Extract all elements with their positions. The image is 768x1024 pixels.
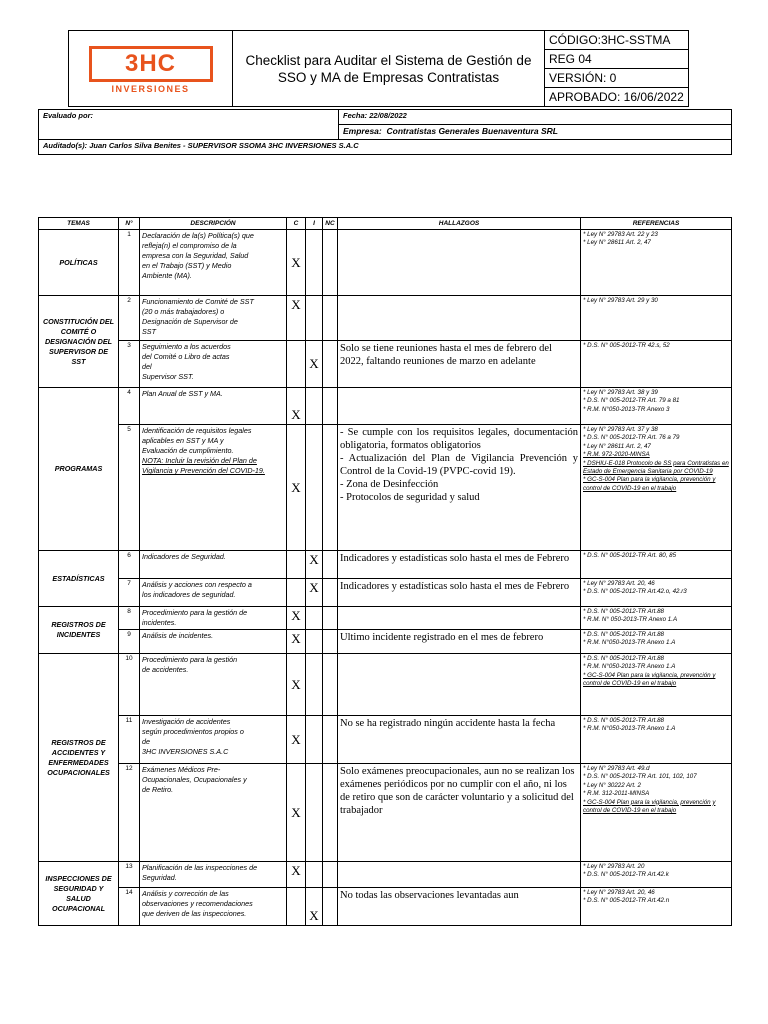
table-row (39, 630, 732, 654)
mark-nc (323, 764, 338, 862)
row-number: 5 (119, 425, 140, 551)
company-value: Contratistas Generales Buenaventura SRL (386, 126, 558, 136)
mark-nc (323, 630, 338, 654)
row-description: Identificación de requisitos legales aplicables en SST y MA y Evaluación de cumplimiento. NOTA: Incluir la revisión del Plan de Vigilancia y Prevención del COVID-19. (140, 425, 287, 551)
col-referencias: REFERENCIAS (581, 218, 732, 230)
mark-i: X (306, 551, 323, 579)
table-row (39, 296, 732, 341)
mark-c: X (287, 230, 306, 296)
company (339, 125, 732, 140)
row-number: 14 (119, 888, 140, 926)
col-hallazgos: HALLAZGOS (338, 218, 581, 230)
row-description: Investigación de accidentes según procedimientos propios o de 3HC INVERSIONES S.A.C (140, 716, 287, 764)
tema-comite: CONSTITUCIÓN DEL COMITÉ O DESIGNACIÓN DEL SUPERVISOR DE SST (39, 296, 119, 388)
row-findings (338, 862, 581, 888)
approved-cell: APROBADO: 16/06/2022 (545, 88, 689, 107)
row-references: * Ley N° 29783 Art. 37 y 38 * D.S. N° 005-2012-TR Art. 76 a 79 * Ley N° 28611 Art. 2, 47 * R.M. 972-2020-MINSA * DSHIU-E-018 Protocolo de SS para Contratistas en Estado de Emergencia Sanitaria por COVID-19 * GC-S-004 Plan para la vigilancia, prevención y control de COVID-19 en el trabajo (581, 425, 732, 551)
row-findings: No se ha registrado ningún accidente hasta la fecha (338, 716, 581, 764)
row-references: * Ley N° 29783 Art. 29 y 30 (581, 296, 732, 341)
col-temas: TEMAS (39, 218, 119, 230)
audited-persons: Auditado(s): Juan Carlos Silva Benites - SUPERVISOR SSOMA 3HC INVERSIONES S.A.C (39, 140, 732, 155)
table-row (39, 230, 732, 296)
document-header (68, 30, 689, 107)
mark-i (306, 716, 323, 764)
row-description: Análisis y acciones con respecto a los indicadores de seguridad. (140, 579, 287, 607)
col-descripcion: DESCRIPCIÓN (140, 218, 287, 230)
row-number: 11 (119, 716, 140, 764)
row-references: * D.S. N° 005-2012-TR Art.88 * R.M. N°050-2013-TR Anexo 1.A (581, 716, 732, 764)
table-row (39, 579, 732, 607)
row-findings: - Se cumple con los requisitos legales, documentación obligatoria, formatos obligatorios - Actualización del Plan de Vigilancia Prevención y Control de la Covid-19 (PVPC-covid 19). - Zona de Desinfección - Protocolos de seguridad y salud (338, 425, 581, 551)
row-findings (338, 230, 581, 296)
row-description: Plan Anual de SST y MA. (140, 388, 287, 425)
mark-nc (323, 425, 338, 551)
row-number: 6 (119, 551, 140, 579)
row-number: 2 (119, 296, 140, 341)
mark-i (306, 230, 323, 296)
mark-c: X (287, 388, 306, 425)
row-description: Análisis de incidentes. (140, 630, 287, 654)
mark-nc (323, 551, 338, 579)
logo-subtitle: INVERSIONES (111, 83, 190, 94)
tema-accidentes: REGISTROS DE ACCIDENTES Y ENFERMEDADES OCUPACIONALES (39, 654, 119, 862)
mark-c: X (287, 607, 306, 630)
row-findings: Ultimo incidente registrado en el mes de febrero (338, 630, 581, 654)
mark-c: X (287, 862, 306, 888)
row-findings: Solo se tiene reuniones hasta el mes de febrero del 2022, faltando reuniones de marzo en adelante (338, 341, 581, 388)
mark-nc (323, 607, 338, 630)
tema-inspecciones: INSPECCIONES DE SEGURIDAD Y SALUD OCUPACIONAL (39, 862, 119, 926)
checklist-table (38, 217, 732, 926)
audit-date: Fecha: 22/08/2022 (339, 110, 732, 125)
col-i: I (306, 218, 323, 230)
table-row (39, 764, 732, 862)
row-description: Indicadores de Seguridad. (140, 551, 287, 579)
table-row (39, 716, 732, 764)
mark-c: X (287, 764, 306, 862)
mark-i (306, 764, 323, 862)
row-description: Procedimiento para la gestión de accidentes. (140, 654, 287, 716)
row-references: * Ley N° 29783 Art. 22 y 23 * Ley N° 28611 Art. 2, 47 (581, 230, 732, 296)
row-references: * D.S. N° 005-2012-TR 42.s, 52 (581, 341, 732, 388)
row-references: * D.S. N° 005-2012-TR Art.88 * R.M. N°050-2013-TR Anexo 1.A * GC-S-004 Plan para la vigilancia, prevención y control de COVID-19 en el trabajo (581, 654, 732, 716)
document-title: Checklist para Auditar el Sistema de Gestión de SSO y MA de Empresas Contratistas (233, 31, 545, 107)
row-number: 10 (119, 654, 140, 716)
row-references: * D.S. N° 005-2012-TR Art. 80, 85 (581, 551, 732, 579)
code-cell: CÓDIGO:3HC-SSTMA (545, 31, 689, 50)
mark-c (287, 551, 306, 579)
mark-i: X (306, 579, 323, 607)
mark-nc (323, 579, 338, 607)
mark-i (306, 630, 323, 654)
table-row (39, 551, 732, 579)
tema-programas: PROGRAMAS (39, 388, 119, 551)
row-description: Declaración de la(s) Política(s) que refleja(n) el compromiso de la empresa con la Seguridad, Salud en el Trabajo (SST) y Medio Ambiente (MA). (140, 230, 287, 296)
row-number: 13 (119, 862, 140, 888)
tema-incidentes: REGISTROS DE INCIDENTES (39, 607, 119, 654)
row-number: 7 (119, 579, 140, 607)
row-references: * D.S. N° 005-2012-TR Art.88 * R.M. N° 050-2013-TR Anexo 1.A (581, 607, 732, 630)
row-findings (338, 388, 581, 425)
row-findings: Indicadores y estadísticas solo hasta el mes de Febrero (338, 551, 581, 579)
row-number: 8 (119, 607, 140, 630)
table-row (39, 341, 732, 388)
mark-c: X (287, 654, 306, 716)
mark-nc (323, 296, 338, 341)
mark-nc (323, 716, 338, 764)
mark-i (306, 607, 323, 630)
row-references: * Ley N° 29783 Art. 49.d * D.S. N° 005-2012-TR Art. 101, 102, 107 * Ley N° 30222 Art. 2 * R.M. 312-2011-MINSA * GC-S-004 Plan para la vigilancia, prevención y control de COVID-19 en el trabajo (581, 764, 732, 862)
mark-nc (323, 654, 338, 716)
row-findings (338, 654, 581, 716)
row-number: 3 (119, 341, 140, 388)
row-findings (338, 607, 581, 630)
table-row (39, 862, 732, 888)
table-header-row (39, 218, 732, 230)
row-findings: No todas las observaciones levantadas aun (338, 888, 581, 926)
row-findings: Solo exámenes preocupacionales, aun no se realizan los exámenes periódicos por no cumplir con el año, ni los de retiro que son de carácter voluntario y a solicitud del trabajador (338, 764, 581, 862)
row-number: 12 (119, 764, 140, 862)
mark-nc (323, 888, 338, 926)
col-n: N° (119, 218, 140, 230)
mark-i (306, 425, 323, 551)
mark-i: X (306, 341, 323, 388)
row-description: Exámenes Médicos Pre- Ocupacionales, Ocupacionales y de Retiro. (140, 764, 287, 862)
row-description: Procedimiento para la gestión de incidentes. (140, 607, 287, 630)
row-references: * Ley N° 29783 Art. 38 y 39 * D.S. N° 005-2012-TR Art. 79 a 81 * R.M. N°050-2013-TR Anexo 3 (581, 388, 732, 425)
table-row (39, 388, 732, 425)
mark-i (306, 862, 323, 888)
version-cell: VERSIÓN: 0 (545, 69, 689, 88)
mark-c: X (287, 296, 306, 341)
table-row (39, 888, 732, 926)
table-row (39, 607, 732, 630)
row-number: 4 (119, 388, 140, 425)
mark-i (306, 654, 323, 716)
row-findings: Indicadores y estadísticas solo hasta el mes de Febrero (338, 579, 581, 607)
audit-info (38, 109, 732, 155)
mark-nc (323, 341, 338, 388)
mark-i (306, 296, 323, 341)
row-number: 9 (119, 630, 140, 654)
mark-c (287, 579, 306, 607)
mark-c: X (287, 716, 306, 764)
row-description: Seguimiento a los acuerdos del Comité o Libro de actas del Supervisor SST. (140, 341, 287, 388)
col-nc: NC (323, 218, 338, 230)
mark-nc (323, 862, 338, 888)
table-row (39, 425, 732, 551)
row-description: Análisis y corrección de las observaciones y recomendaciones que deriven de las inspecciones. (140, 888, 287, 926)
row-description: Planificación de las inspecciones de Seguridad. (140, 862, 287, 888)
row-number: 1 (119, 230, 140, 296)
mark-c: X (287, 425, 306, 551)
reg-cell: REG 04 (545, 50, 689, 69)
logo-mark: 3HC (89, 46, 213, 82)
col-c: C (287, 218, 306, 230)
row-references: * Ley N° 29783 Art. 20, 46 * D.S. N° 005-2012-TR Art.42.n (581, 888, 732, 926)
logo (69, 31, 233, 107)
description-note: NOTA: Incluir la revisión del Plan de Vigilancia y Prevención del COVID-19. (142, 456, 265, 475)
row-references: * Ley N° 29783 Art. 20, 46 * D.S. N° 005-2012-TR Art.42.o, 42.r3 (581, 579, 732, 607)
table-row (39, 654, 732, 716)
evaluated-by: Evaluado por: (39, 110, 339, 140)
mark-i: X (306, 888, 323, 926)
row-description: Funcionamiento de Comité de SST (20 o más trabajadores) o Designación de Supervisor de SST (140, 296, 287, 341)
row-findings (338, 296, 581, 341)
tema-politicas: POLÍTICAS (39, 230, 119, 296)
row-references: * Ley N° 29783 Art. 20 * D.S. N° 005-2012-TR Art.42.k (581, 862, 732, 888)
mark-c (287, 341, 306, 388)
row-references: * D.S. N° 005-2012-TR Art.88 * R.M. N°050-2013-TR Anexo 1.A (581, 630, 732, 654)
mark-c: X (287, 630, 306, 654)
mark-c (287, 888, 306, 926)
company-label: Empresa: (343, 126, 382, 136)
tema-estadisticas: ESTADÍSTICAS (39, 551, 119, 607)
mark-nc (323, 388, 338, 425)
mark-i (306, 388, 323, 425)
mark-nc (323, 230, 338, 296)
